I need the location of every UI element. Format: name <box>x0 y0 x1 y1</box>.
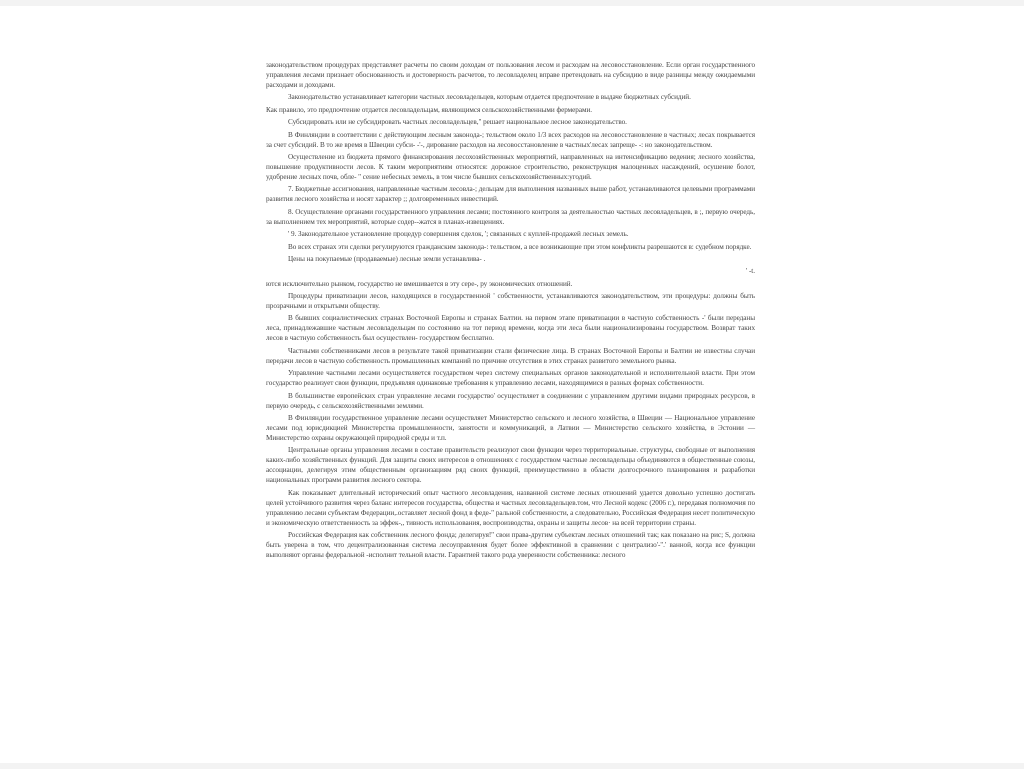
paragraph: В бывших социалистических странах Восточной Европы и странах Балтии. на первом этапе приватизации в частную собственность -' были переданы леса, принадлежавшие частным лесовладельцам по состоянию на тот период времени, когда эти леса были национализированы государством. Возврат таких лесов в частную собственность был осуществлен- государством бесплатно. <box>266 314 755 343</box>
paragraph: 8. Осуществление органами государственного управления лесами; постоянного контроля за деятельностью частных лесовладельцев, в ;, первую очередь, за выполнением тех мероприятий, которые содер--жатся в планах-извещениях. <box>266 207 755 226</box>
document-body <box>266 60 761 560</box>
paragraph: Как правило, это предпочтение отдается лесовладельцам, являющимся сельскохозяйственными фермерами. <box>266 105 593 114</box>
paragraph: ' 9. Законодательное установление процедур совершения сделок, '; связанных с куплей-продажей лесных земель. <box>288 230 629 239</box>
paragraph: ются исключительно рынком, государство не вмешивается в эту сере-, ру экономических отношений. <box>266 279 573 288</box>
paragraph: Законодательство устанавливает категории частных лесовладельцев, которым отдается предпочтение в выдаче бюджетных субсидий. <box>288 93 691 102</box>
paragraph: Частными собственниками лесов в результате такой приватизации стали физические лица. В странах Восточной Европы и Балтии не известны случаи передачи лесов в частную собственность промышленных компаний по причине отсутствия в этих странах развитого земельного рынка. <box>266 346 755 365</box>
paragraph: Субсидировать или не субсидировать частных лесовладельцев," решает национальное лесное законодательство. <box>288 118 627 127</box>
bottom-frame-strip <box>0 763 1024 769</box>
paragraph: Процедуры приватизации лесов, находящихся в государственной ' собственности, устанавливаются законодательством, эти процедуры: должны быть прозрачными и открытыми обществу. <box>266 292 755 311</box>
paragraph: В Финляндии государственное управление лесами осуществляет Министерство сельского и лесного хозяйства, в Швеции — Национальное управление лесами под юрисдикцией Министерства промышленности, занятости и коммуникаций, в Латвии — Министерство сельского хозяйства, в Эстонии — Министерство охраны окружающей природной среды и т.п. <box>266 414 755 443</box>
stray-mark: ' -t. <box>745 267 755 276</box>
paragraph: 7. Бюджетные ассигнования, направленные частным лесовла-; дельцам для выполнения названных выше работ, устанавливаются целевыми программами развития лесного хозяйства и носят характер ;; долговременных инвестиций. <box>266 185 755 204</box>
paragraph: В большинстве европейских стран управление лесами государство' осуществляет в соединении с управлением другими видами природных ресурсов, в первую очередь, с сельскохозяйственными землями. <box>266 391 755 410</box>
top-frame-strip <box>0 0 1024 6</box>
document-page <box>266 60 761 755</box>
paragraph: Цены на покупаемые (продаваемые) лесные земли устанавлива- . <box>288 254 486 263</box>
paragraph: законодательством процедурах представляет расчеты по своим доходам от пользования лесом и расходам на лесовосстановление. Если орган государственного управления лесами признает обоснованность и достоверность расчетов, то лесовладелец вправе претендовать на субсидию в виде разницы между ожидаемыми расходами и доходами. <box>266 61 755 89</box>
paragraph: Российская Федерация как собственник лесного фонда; делегируя!" свои права-другим субъектам лесных отношений так; как показано на рис; S, должна быть уверена в том, что децентрализованная система лесоуправления будет более эффективной в сравнении с централизо'-".' ванной, когда все функции выполняют органы федеральной -исполнит тельной власти. Гарантией такого рода уверенности собственника: лесного <box>266 531 755 560</box>
paragraph: Во всех странах эти сделки регулируются гражданским законода-: тельством, а все возникающие при этом конфликты разрешаются в: судебном порядке. <box>288 242 752 251</box>
paragraph: Как показывает длительный исторический опыт частного лесовладения, названной системе лесных отношений удается довольно успешно достигать целей устойчивого развития через баланс интересов государства, общества и частных лесовладельцев.том, что Лесной кодекс (2006 г.), передавая полномочия по управлению лесами субъектам Федерации,.оставляет лесной фонд в феде-" ральной собственности, а следовательно, Российская Федерация несет политическую и экономическую ответственность за эффек-,, тивность использования, воспроизводства, охраны и защиты лесов· на всей территории страны. <box>266 488 755 527</box>
paragraph: В Финляндии в соответствии с действующим лесным законода-; тельством около 1/3 всех расходов на лесовосстановление в частных; лесах покрывается за счет субсидий. В то же время в Швеции субси- -'-, дирование расходов на лесовосстановление в частных'лесах запреще- -: но законодательством. <box>266 130 755 149</box>
paragraph: Осуществление из бюджета прямого финансирования лесохозяйственных мероприятий, направленных на интенсификацию ведения; лесного хозяйства, повышение продуктивности лесов. К таким мероприятиям относятся: дорожное строительство, реконструкция малоценных насаждений, осушение болот, удобрение лесных почв, обле- " сение небесных земель, в том числе бывших сельскохозяйственных:угодий. <box>266 152 755 181</box>
paragraph: Управление частными лесами осуществляется государством через систему специальных органов законодательной и исполнительной власти. При этом государство реализует свои функции, предъявляя одинаковые требования к управлению лесами, находящимися в разных формах собственности. <box>266 369 755 388</box>
paragraph: Центральные органы управления лесами в составе правительств реализуют свои функции через территориальные. структуры, свободные от выполнения каких-либо хозяйственных функций. Для защиты своих интересов в отношениях с государством частные лесовладельцы объединяются в общественные союзы, ассоциации, делегируя этим общественным организациям ряд своих функций, преимущественно в области долгосрочного планирования и разработки национальных программ развития лесного сектора. <box>266 446 755 485</box>
